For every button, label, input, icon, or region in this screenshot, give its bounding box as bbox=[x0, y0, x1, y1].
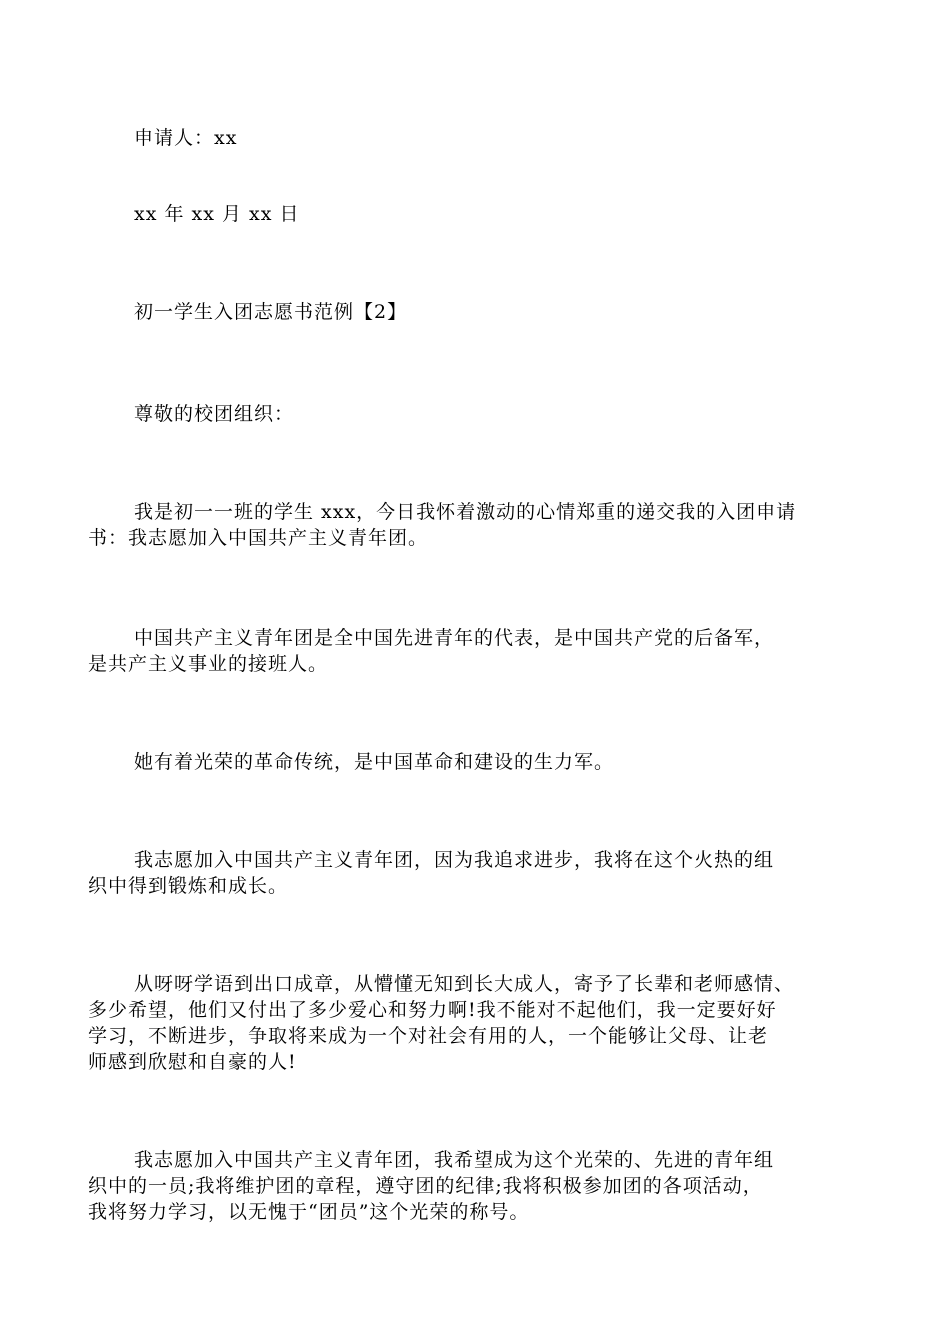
paragraph-5-line-1: 从呀呀学语到出口成章，从懵懂无知到长大成人，寄予了长辈和老师感情、 bbox=[134, 973, 795, 995]
paragraph-6-line-2: 织中的一员;我将维护团的章程，遵守团的纪律;我将积极参加团的各项活动， bbox=[88, 1175, 763, 1197]
date-line: xx 年 xx 月 xx 日 bbox=[134, 203, 300, 225]
paragraph-6-line-3: 我将努力学习，以无愧于“团员”这个光荣的称号。 bbox=[88, 1201, 530, 1223]
paragraph-5-line-3: 学习，不断进步，争取将来成为一个对社会有用的人，一个能够让父母、让老 bbox=[88, 1025, 769, 1047]
paragraph-1-line-2: 书：我志愿加入中国共产主义青年团。 bbox=[88, 527, 429, 549]
paragraph-4-line-2: 织中得到锻炼和成长。 bbox=[88, 875, 289, 897]
applicant-line: 申请人：xx bbox=[134, 127, 238, 149]
section-title: 初一学生入团志愿书范例【2】 bbox=[134, 301, 408, 323]
paragraph-2-line-2: 是共产主义事业的接班人。 bbox=[88, 653, 329, 675]
paragraph-2-line-1: 中国共产主义青年团是全中国先进青年的代表，是中国共产党的后备军， bbox=[134, 627, 775, 649]
paragraph-6-line-1: 我志愿加入中国共产主义青年团，我希望成为这个光荣的、先进的青年组 bbox=[134, 1149, 775, 1171]
paragraph-1-line-1: 我是初一一班的学生 xxx，今日我怀着激动的心情郑重的递交我的入团申请 bbox=[134, 501, 797, 523]
paragraph-5-line-4: 师感到欣慰和自豪的人! bbox=[88, 1051, 297, 1073]
salutation: 尊敬的校团组织： bbox=[134, 403, 295, 425]
paragraph-5-line-2: 多少希望，他们又付出了多少爱心和努力啊!我不能对不起他们，我一定要好好 bbox=[88, 999, 777, 1021]
paragraph-4-line-1: 我志愿加入中国共产主义青年团，因为我追求进步，我将在这个火热的组 bbox=[134, 849, 775, 871]
paragraph-3-line-1: 她有着光荣的革命传统，是中国革命和建设的生力军。 bbox=[134, 751, 615, 773]
